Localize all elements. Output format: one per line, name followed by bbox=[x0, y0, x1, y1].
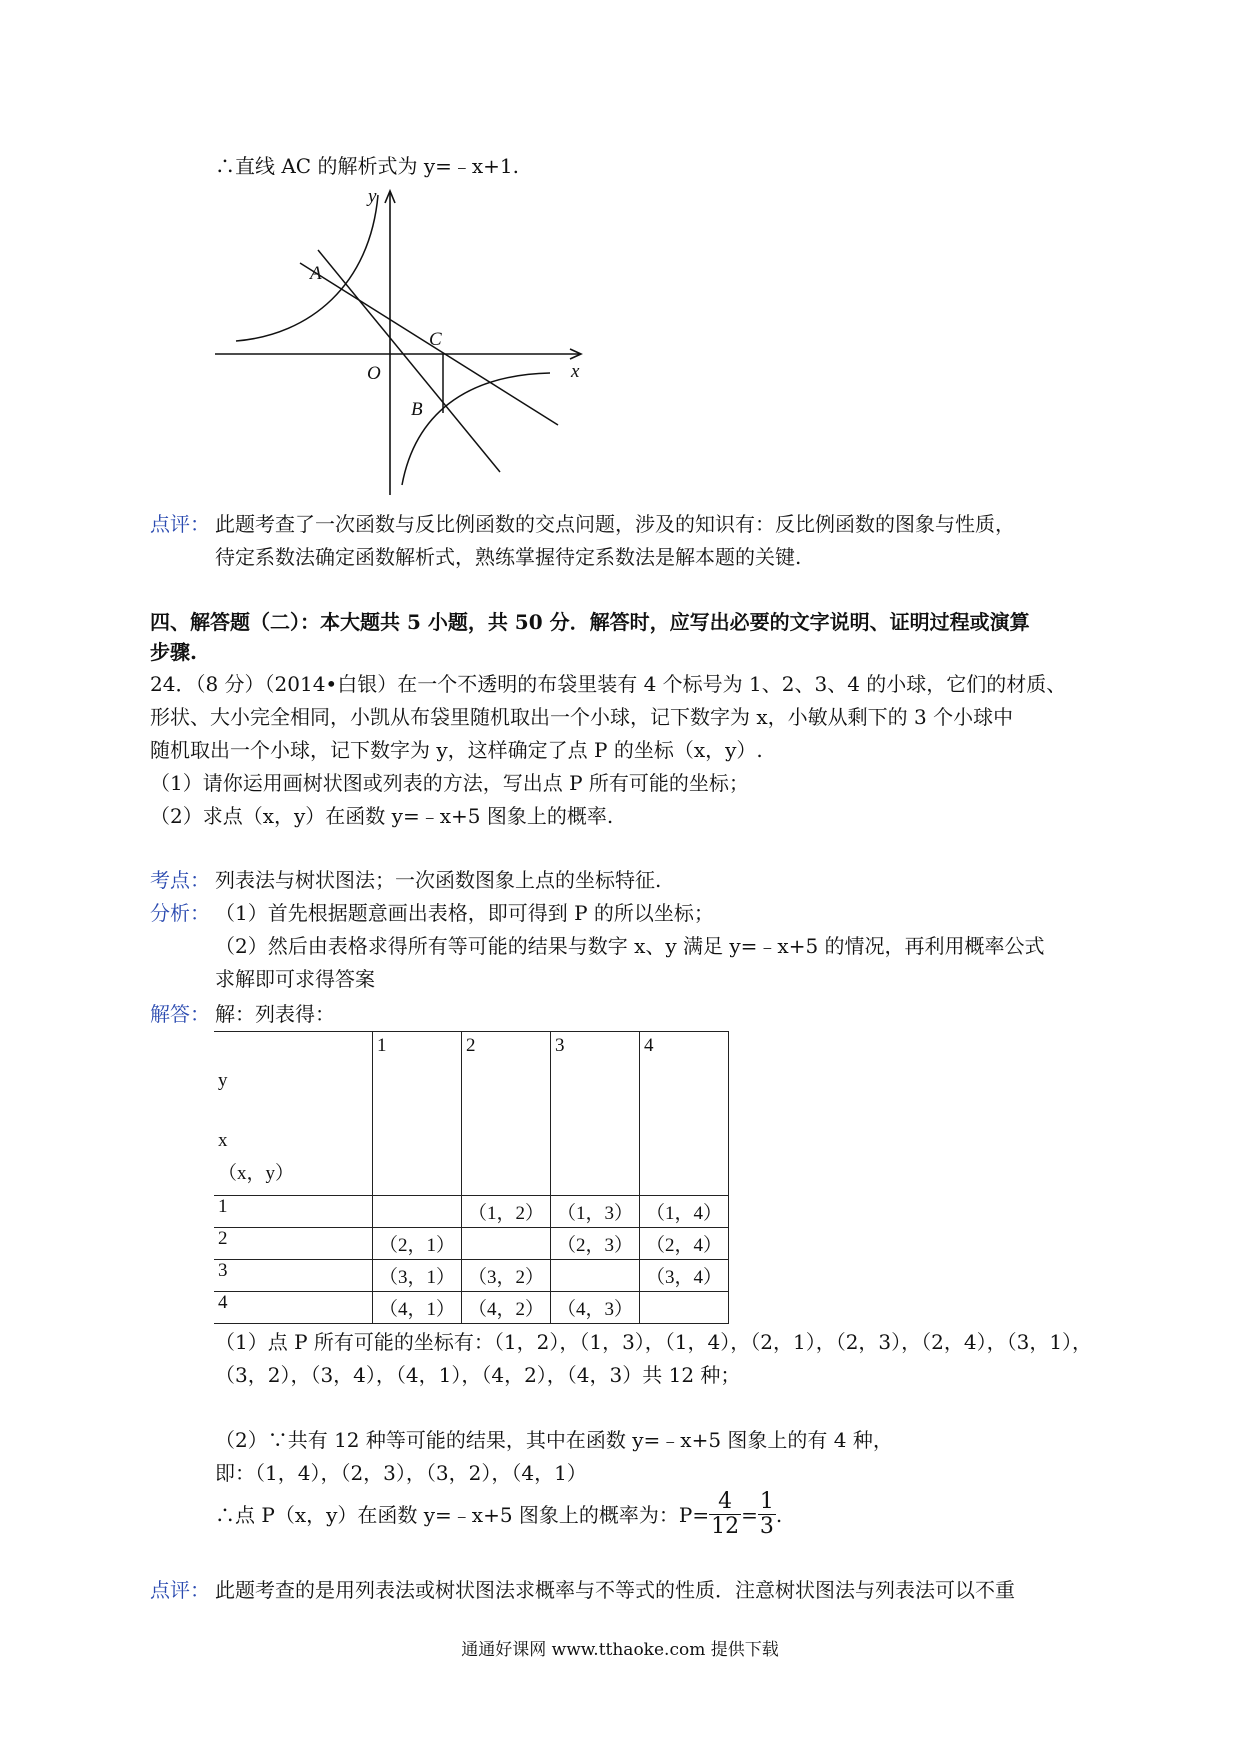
jieda-text: 解：列表得： bbox=[215, 1002, 335, 1026]
problem-line-1: 24．（8 分）（2014•白银）在一个不透明的布袋里装有 4 个标号为 1、2、3、4 的小球，它们的材质、 bbox=[150, 672, 1067, 696]
answer-1-line-2: （3，2），（3，4），（4，1），（4，2），（4，3）共 12 种； bbox=[215, 1363, 741, 1387]
table-cell: （3，1） bbox=[373, 1260, 462, 1292]
label-b: B bbox=[411, 399, 423, 420]
fenxi-label: 分析： bbox=[150, 901, 210, 925]
outcome-table bbox=[214, 1031, 729, 1324]
table-cell bbox=[640, 1292, 729, 1324]
period: . bbox=[775, 1502, 783, 1527]
equals-sign: = bbox=[741, 1502, 758, 1527]
table-row-header: 4 bbox=[214, 1292, 373, 1324]
table-cell: （4，1） bbox=[373, 1292, 462, 1324]
answer-2-line-1: （2）∵共有 12 种等可能的结果，其中在函数 y=﹣x+5 图象上的有 4 种， bbox=[215, 1428, 893, 1452]
table-row bbox=[214, 1292, 729, 1324]
table-cell: （1，3） bbox=[551, 1196, 640, 1228]
table-col-header: 1 bbox=[373, 1032, 462, 1196]
table-row bbox=[214, 1196, 729, 1228]
table-cell: （1，2） bbox=[462, 1196, 551, 1228]
label-x: x bbox=[571, 361, 580, 382]
fenxi-line-1: （1）首先根据题意画出表格，即可得到 P 的所以坐标； bbox=[215, 901, 714, 925]
label-a: A bbox=[310, 263, 322, 284]
question-1: （1）请你运用画树状图或列表的方法，写出点 P 所有可能的坐标； bbox=[150, 771, 749, 795]
table-cell bbox=[551, 1260, 640, 1292]
question-2: （2）求点（x，y）在函数 y=﹣x+5 图象上的概率. bbox=[150, 804, 614, 828]
probability-line bbox=[215, 1490, 782, 1539]
jieda-label: 解答： bbox=[150, 1002, 210, 1026]
hyperbola-lower-right bbox=[402, 373, 550, 485]
fenxi-line-3: 求解即可求得答案 bbox=[215, 967, 375, 991]
answer-1-line-1: （1）点 P 所有可能的坐标有：（1，2），（1，3），（1，4），（2，1），（2，3），（2，4），（3，1）， bbox=[215, 1330, 1093, 1354]
table-cell bbox=[373, 1196, 462, 1228]
page-footer: 通通好课网 www.tthaoke.com 提供下载 bbox=[461, 1640, 779, 1660]
label-o: O bbox=[367, 363, 381, 384]
section-heading-line-1: 四、解答题（二）：本大题共 5 小题，共 50 分．解答时，应写出必要的文字说明、证明过程或演算 bbox=[150, 610, 1030, 634]
table-row-header: 3 bbox=[214, 1260, 373, 1292]
table-col-header: 4 bbox=[640, 1032, 729, 1196]
table-row bbox=[214, 1228, 729, 1260]
table-cell: （4，2） bbox=[462, 1292, 551, 1324]
comment-label: 点评： bbox=[150, 512, 210, 536]
comment-line-1: 此题考查了一次函数与反比例函数的交点问题，涉及的知识有：反比例函数的图象与性质， bbox=[215, 512, 1015, 536]
fraction-4-12: $\frac{4}{12}$ bbox=[711, 1489, 740, 1540]
table-cell: （2，3） bbox=[551, 1228, 640, 1260]
kaodian-label: 考点： bbox=[150, 868, 210, 892]
section-heading-line-2: 步骤. bbox=[150, 640, 197, 664]
comment-2-text: 此题考查的是用列表法或树状图法求概率与不等式的性质．注意树状图法与列表法可以不重 bbox=[215, 1578, 1015, 1602]
label-y: y bbox=[368, 186, 377, 207]
comment-line-2: 待定系数法确定函数解析式，熟练掌握待定系数法是解本题的关键. bbox=[215, 545, 802, 569]
comment-2-label: 点评： bbox=[150, 1578, 210, 1602]
table-cell: （1，4） bbox=[640, 1196, 729, 1228]
corner-x: x bbox=[218, 1130, 228, 1151]
fraction-1-3: $\frac{1}{3}$ bbox=[759, 1489, 774, 1540]
table-cell: （3，2） bbox=[462, 1260, 551, 1292]
table-row-header: 1 bbox=[214, 1196, 373, 1228]
corner-xy: （x，y） bbox=[218, 1163, 295, 1184]
answer-2-line-2: 即：（1，4），（2，3），（3，2），（4，1） bbox=[215, 1461, 587, 1485]
problem-line-2: 形状、大小完全相同，小凯从布袋里随机取出一个小球，记下数字为 x，小敏从剩下的 3 个小球中 bbox=[150, 705, 1014, 729]
probability-prefix: ∴点 P（x，y）在函数 y=﹣x+5 图象上的概率为：P= bbox=[215, 1502, 710, 1527]
table-row bbox=[214, 1260, 729, 1292]
table-cell bbox=[462, 1228, 551, 1260]
function-graph bbox=[200, 185, 600, 505]
table-corner-cell bbox=[214, 1032, 373, 1196]
line-ab bbox=[318, 250, 500, 472]
kaodian-text: 列表法与树状图法；一次函数图象上点的坐标特征. bbox=[215, 868, 662, 892]
table-cell: （2，4） bbox=[640, 1228, 729, 1260]
fenxi-line-2: （2）然后由表格求得所有等可能的结果与数字 x、y 满足 y=﹣x+5 的情况，再利用概率公式 bbox=[215, 934, 1045, 958]
intro-line: ∴直线 AC 的解析式为 y=﹣x+1. bbox=[215, 154, 519, 178]
table-col-header: 3 bbox=[551, 1032, 640, 1196]
table-col-header: 2 bbox=[462, 1032, 551, 1196]
table-row-header: 2 bbox=[214, 1228, 373, 1260]
label-c: C bbox=[429, 329, 442, 350]
table-cell: （3，4） bbox=[640, 1260, 729, 1292]
table-cell: （4，3） bbox=[551, 1292, 640, 1324]
problem-line-3: 随机取出一个小球，记下数字为 y，这样确定了点 P 的坐标（x，y）. bbox=[150, 738, 763, 762]
corner-y: y bbox=[218, 1070, 228, 1091]
table-cell: （2，1） bbox=[373, 1228, 462, 1260]
table-header-row bbox=[214, 1032, 729, 1196]
